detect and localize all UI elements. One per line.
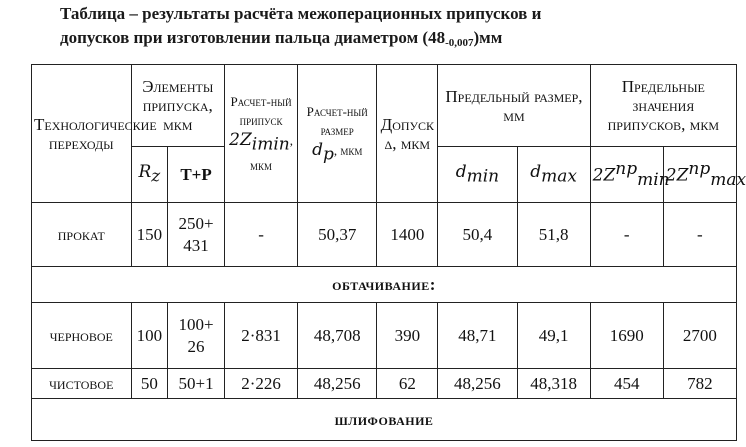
cell-zmin: 1690 (590, 303, 663, 369)
cell-calc-allowance: - (224, 203, 297, 267)
header-zmin: $2Z^{пр}_{min}$ (590, 147, 663, 203)
caption-line-2-tail: )мм (473, 28, 503, 47)
cell-tp: 250+ 431 (168, 203, 225, 267)
calc-allowance-label: Расчет-ный припуск (230, 94, 292, 129)
cell-tp: 50+1 (168, 369, 225, 399)
header-operations: Технологические переходы (32, 65, 132, 203)
header-zmax: $2Z^{пр}_{max}$ (663, 147, 736, 203)
calc-allowance-symbol: $2Z_{imin}$, мкм (229, 130, 293, 173)
section-title: шлифование (32, 399, 737, 441)
table-row (32, 369, 737, 399)
cell-dmin: 48,256 (438, 369, 517, 399)
section-title: обтачивание: (32, 267, 737, 303)
cell-rz: 100 (131, 303, 168, 369)
cell-calc-size: 48,708 (298, 303, 377, 369)
cell-zmax: 2700 (663, 303, 736, 369)
cell-zmax: - (663, 203, 736, 267)
row-name: черновое (32, 303, 132, 369)
header-calc-allowance (224, 65, 297, 203)
header-tp: T+P (168, 147, 225, 203)
table-row (32, 203, 737, 267)
cell-rz: 50 (131, 369, 168, 399)
cell-calc-allowance: 2·831 (224, 303, 297, 369)
cell-calc-size: 50,37 (298, 203, 377, 267)
table-row (32, 303, 737, 369)
header-limit-size: Предельный размер, мм (438, 65, 590, 147)
header-row-1 (32, 65, 737, 147)
header-calc-size (298, 65, 377, 203)
cell-zmax: 782 (663, 369, 736, 399)
header-dmin: $d_{min}$ (438, 147, 517, 203)
cell-dmax: 51,8 (517, 203, 590, 267)
cell-tolerance: 390 (377, 303, 438, 369)
cell-dmin: 48,71 (438, 303, 517, 369)
cell-calc-size: 48,256 (298, 369, 377, 399)
cell-dmax: 49,1 (517, 303, 590, 369)
caption-line-2 (60, 26, 700, 55)
row-name: чистовое (32, 369, 132, 399)
row-name: прокат (32, 203, 132, 267)
header-dmax: $d_{max}$ (517, 147, 590, 203)
cell-tolerance: 1400 (377, 203, 438, 267)
header-allowance-elements: Элементы припуска, мкм (131, 65, 224, 147)
section-row (32, 267, 737, 303)
header-rz: $R_z$ (131, 147, 168, 203)
header-limit-allowance: Предельные значения припусков, мкм (590, 65, 736, 147)
table-caption (60, 2, 700, 55)
calc-size-label: Расчет-ный размер (306, 104, 368, 139)
cell-calc-allowance: 2·226 (224, 369, 297, 399)
caption-line-2-text: допусков при изготовлении пальца диаметром (48 (60, 28, 446, 47)
cell-tolerance: 62 (377, 369, 438, 399)
cell-rz: 150 (131, 203, 168, 267)
header-tolerance: Допуск δ, мкм (377, 65, 438, 203)
calc-size-symbol: $d_p$, мкм (312, 140, 363, 165)
caption-tolerance-subscript: -0,007 (445, 37, 474, 49)
cell-zmin: - (590, 203, 663, 267)
cell-zmin: 454 (590, 369, 663, 399)
section-row (32, 399, 737, 441)
allowances-table (31, 64, 746, 441)
cell-dmax: 48,318 (517, 369, 590, 399)
cell-dmin: 50,4 (438, 203, 517, 267)
caption-line-1: Таблица – результаты расчёта межоперационных припусков и (60, 4, 542, 23)
cell-tp: 100+ 26 (168, 303, 225, 369)
